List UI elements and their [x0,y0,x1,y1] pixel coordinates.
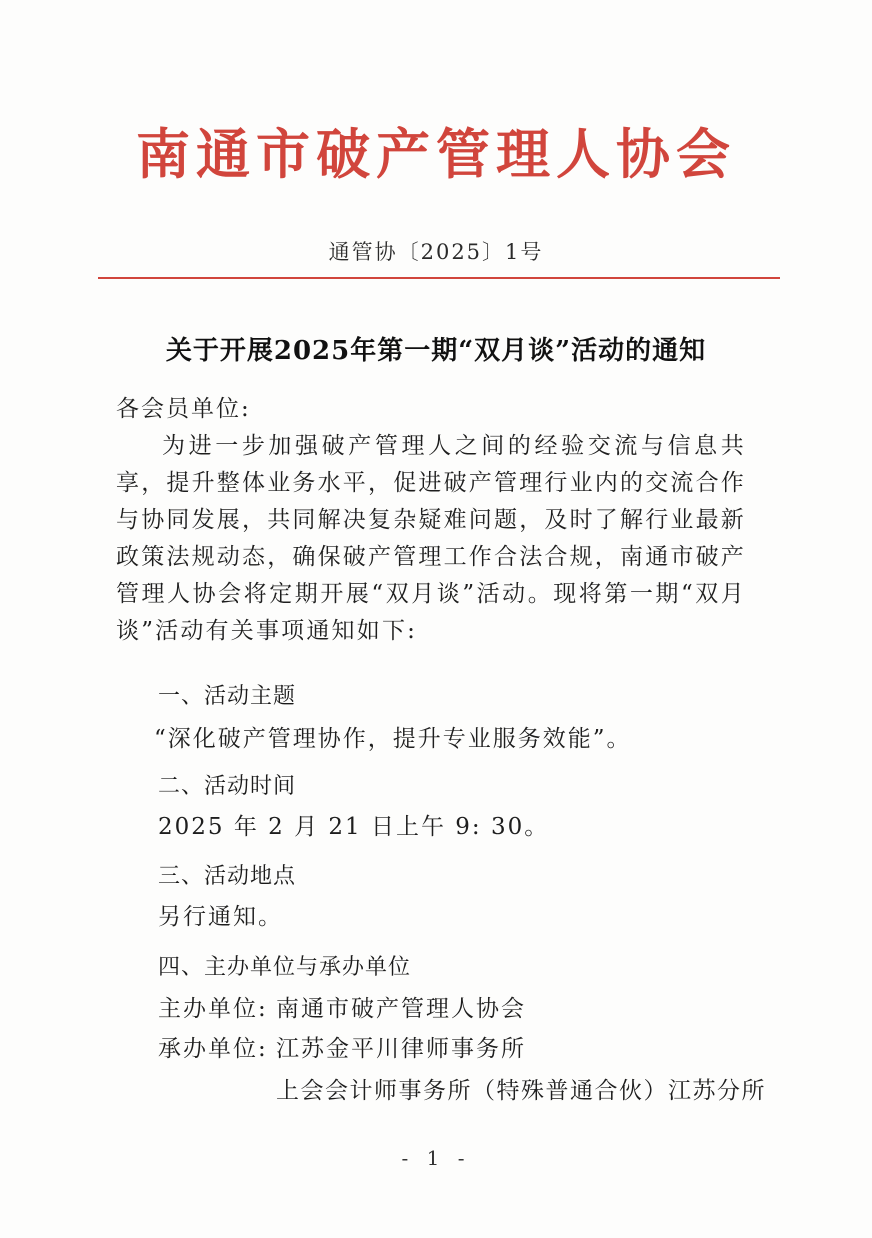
section-content-time: 2025 年 2 月 21 日上午 9: 30。 [158,814,550,840]
section-content-theme: “深化破产管理协作，提升专业服务效能”。 [154,726,632,752]
header-divider [98,277,780,279]
section-heading-time: 二、活动时间 [158,774,297,799]
co-organizer-value-2: 上会会计师事务所（特殊普通合伙）江苏分所 [276,1078,766,1104]
organization-header: 南通市破产管理人协会 [136,123,736,186]
co-organizer-row [158,1030,526,1063]
co-organizer-label: 承办单位: [158,1036,268,1062]
section-heading-theme: 一、活动主题 [158,684,297,709]
host-value: 南通市破产管理人协会 [276,996,526,1022]
document-number: 通管协〔2025〕1号 [328,240,544,264]
intro-paragraph: 为进一步加强破产管理人之间的经验交流与信息共享，提升整体业务水平，促进破产管理行业内的交流合作与协同发展，共同解决复杂疑难问题，及时了解行业最新政策法规动态，确保破产管理工作合法合规，南通市破产管理人协会将定期开展“双月谈”活动。现将第一期“双月谈”活动有关事项通知如下: [116,433,746,644]
section-heading-organizers: 四、主办单位与承办单位 [158,955,412,980]
host-organization-row [158,990,526,1023]
section-content-location: 另行通知。 [158,904,283,930]
salutation: 各会员单位: [116,396,251,422]
section-heading-location: 三、活动地点 [158,864,297,889]
co-organizer-value-1: 江苏金平川律师事务所 [276,1036,526,1062]
notice-title: 关于开展2025年第一期“双月谈”活动的通知 [165,336,707,366]
page-number: - 1 - [401,1146,471,1170]
host-label: 主办单位: [158,996,268,1022]
